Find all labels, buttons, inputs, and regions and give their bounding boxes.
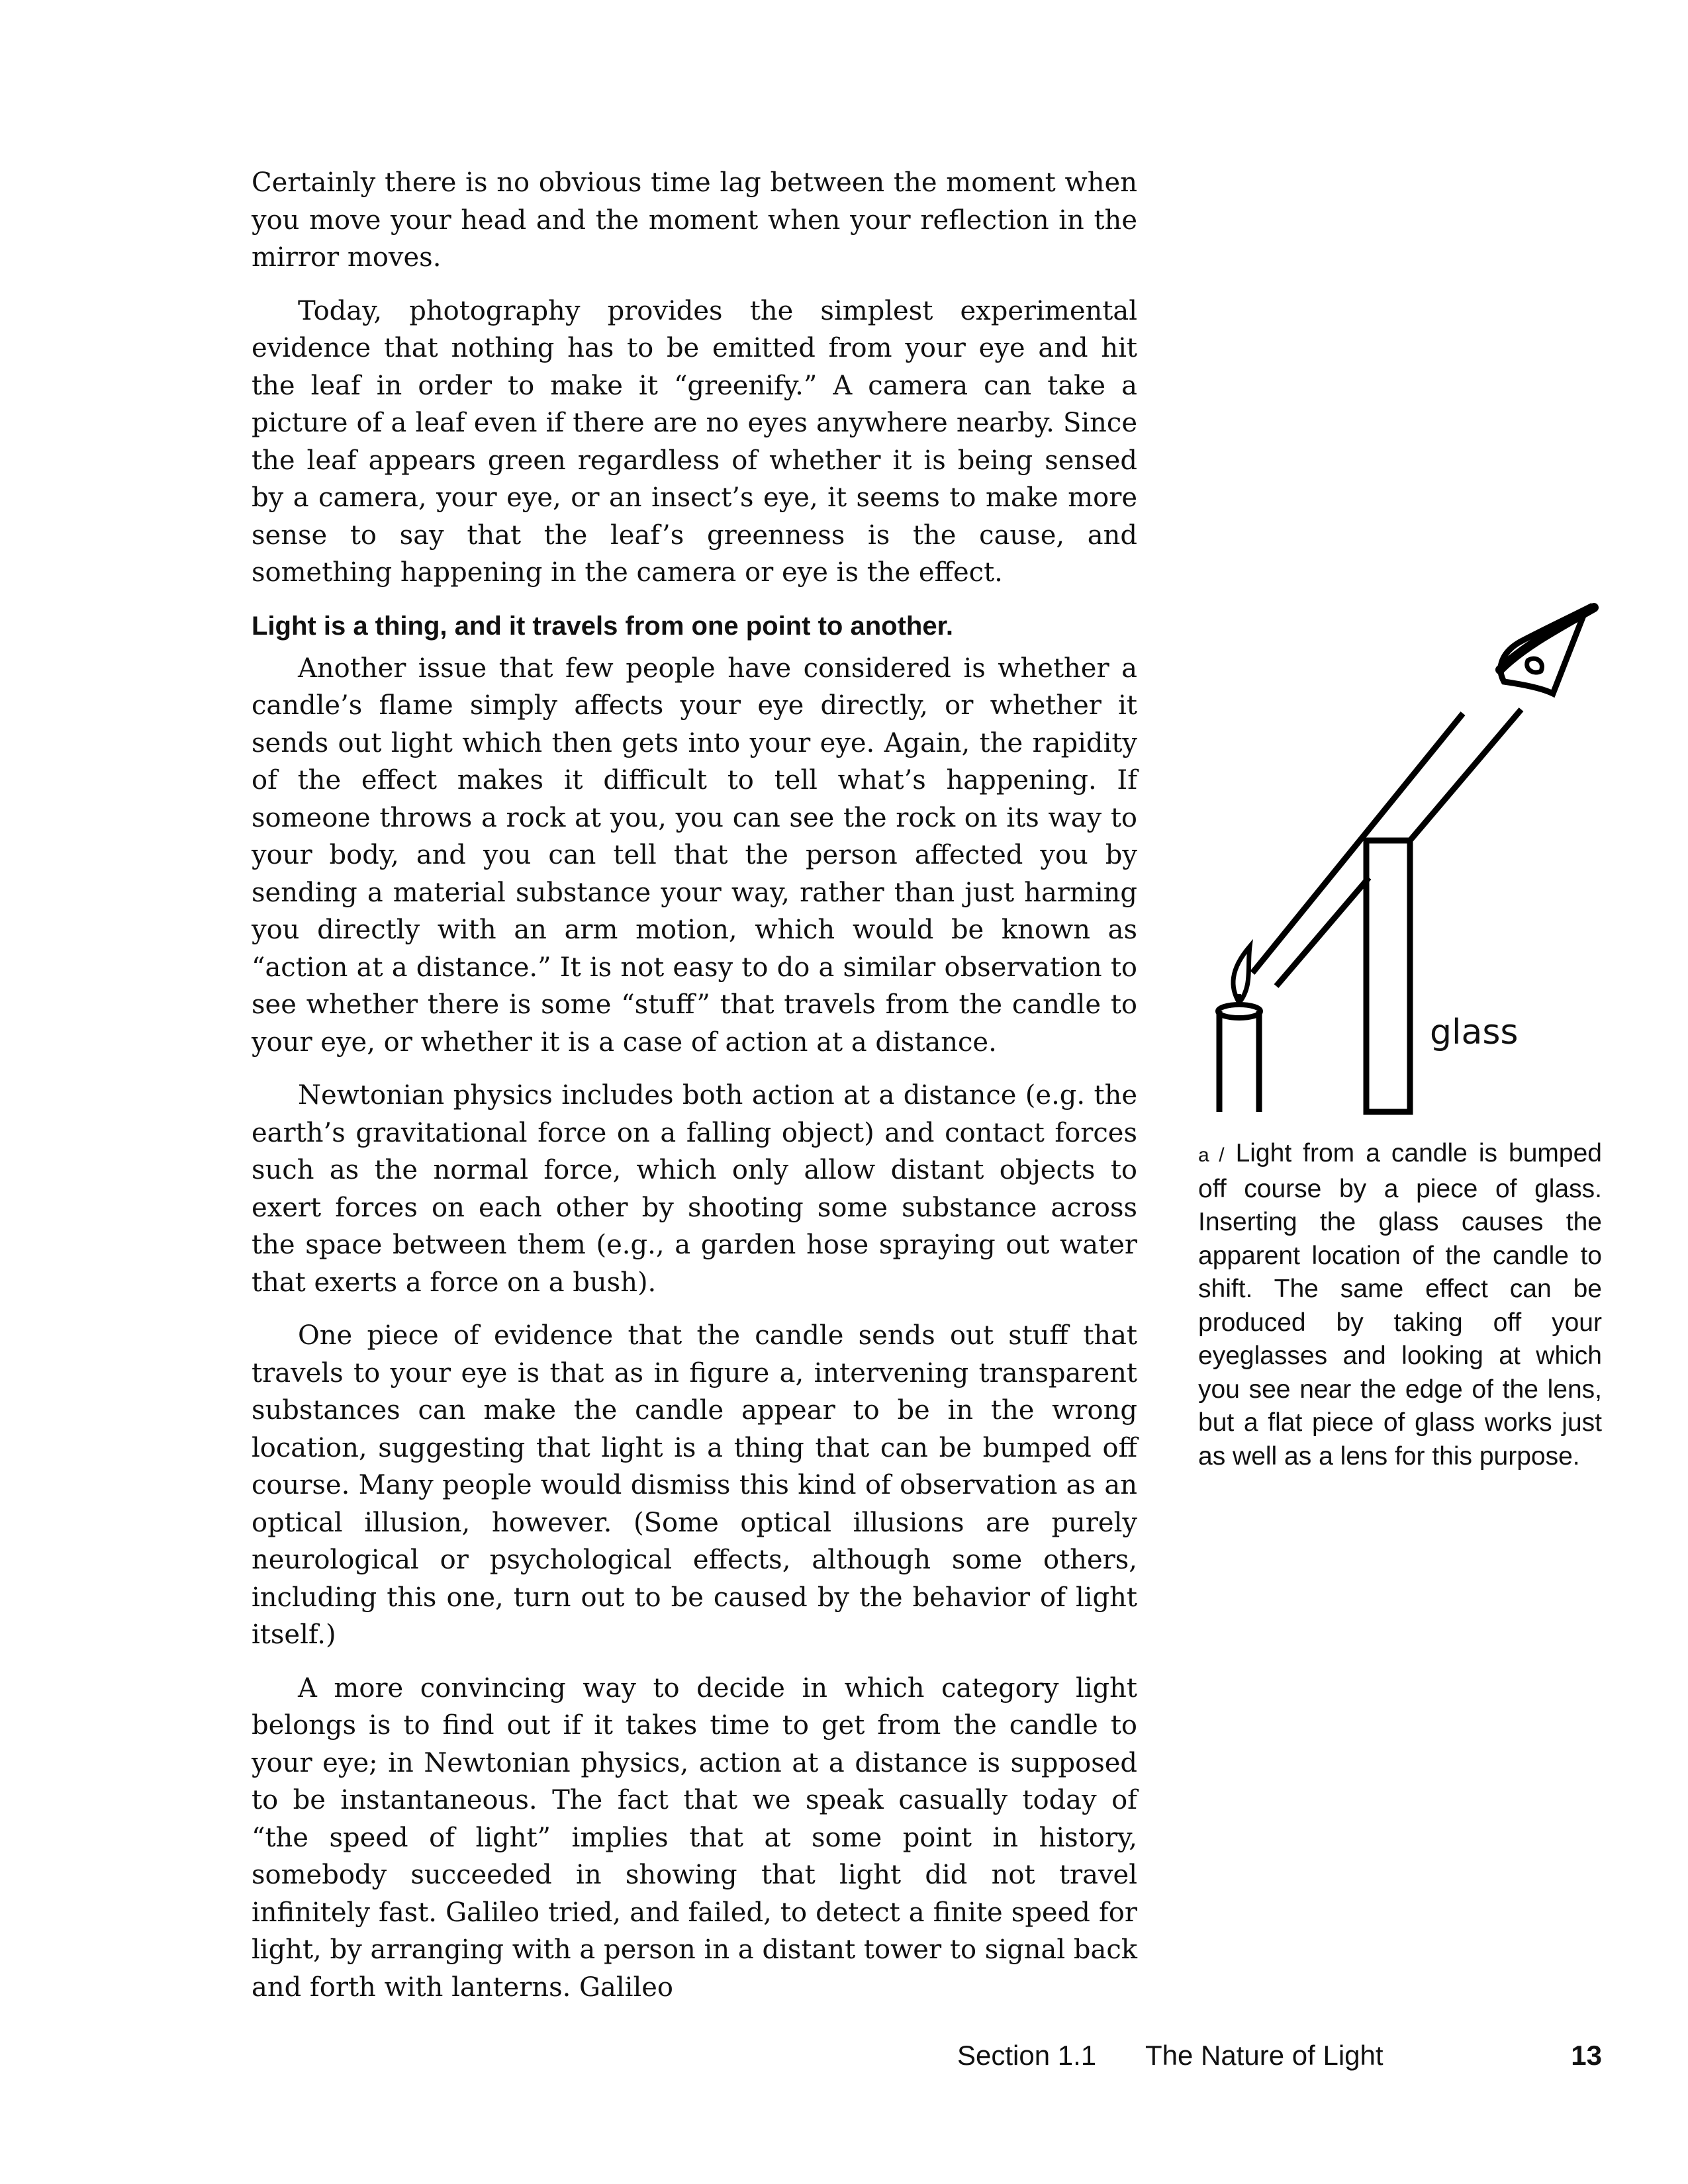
paragraph-evidence: One piece of evidence that the candle sends out stuff that travels to your eye is that as in figure a, intervening transparent substances can make the candle appear to be in the wrong location, suggesting that light is a thing that can be bumped off course. Many people would dismiss this kind of observation as an optical illusion, however. (Some optical illusions are purely neurological or psychological effects, although some others, including this one, turn out to be caused by the behavior of light itself.) <box>252 1320 1137 1650</box>
section-heading: Light is a thing, and it travels from one point to another. <box>252 611 954 641</box>
light-ray-upper <box>1252 713 1463 973</box>
eye-pupil <box>1527 659 1542 672</box>
glass-slab <box>1366 841 1410 1112</box>
figure-caption-text: Light from a candle is bumped off course by a piece of glass. Inserting the glass causes the apparent location of the candle to shift. The same effect can be produced by taking off your eyeglasses and looking at which you see near the edge of the lens, but a flat piece of glass works just as well as a lens for this purpose. <box>1198 1139 1602 1471</box>
paragraph-time-lag: Certainly there is no obvious time lag between the moment when you move your head and the moment when your reflection in the mirror moves. <box>252 167 1137 273</box>
paragraph-candle-flame: Another issue that few people have considered is whether a candle’s flame simply affects your eye directly, or whether it sends out light which then gets into your eye. Again, the rapidity of the effect makes it difficult to tell what’s happening. If someone throws a rock at you, you can see the rock on its way to your body, and you can tell that the person affected you by sending a material substance your way, rather than just harming you directly with an arm motion, which would be known as “action at a distance.” It is not easy to do a similar observation to see whether there is some “stuff” that travels from the candle to your eye, or whether it is a case of action at a distance. <box>252 653 1137 1058</box>
main-text-column <box>252 164 1137 2022</box>
paragraph-newtonian-physics: Newtonian physics includes both action at a distance (e.g. the earth’s gravitational force on a falling object) and contact forces such as the normal force, which only allow distant objects to exert forces on each other by shooting some substance across the space between them (e.g., a garden hose spraying out water that exerts a force on a bush). <box>252 1080 1137 1298</box>
page-number: 13 <box>1571 2040 1602 2071</box>
figure-caption <box>1198 1137 1602 1473</box>
figure-candle-glass <box>1192 582 1615 1125</box>
footer-title: The Nature of Light <box>1145 2040 1383 2071</box>
page-footer <box>927 2040 1602 2079</box>
glass-label: glass <box>1430 1013 1519 1052</box>
light-ray-lower-exit <box>1410 709 1521 841</box>
candle-top <box>1218 1005 1260 1018</box>
eye-brow <box>1500 608 1594 670</box>
footer-section: Section 1.1 <box>957 2040 1097 2071</box>
candle-glass-diagram <box>1192 582 1615 1125</box>
paragraph-photography: Today, photography provides the simplest experimental evidence that nothing has to be emitted from your eye and hit the leaf in order to make it “greenify.” A camera can take a picture of a leaf even if there are no eyes anywhere nearby. Since the leaf appears green regardless of whether it is being sensed by a camera, your eye, or an insect’s eye, it seems to make more sense to say that the leaf’s greenness is the cause, and something happening in the camera or eye is the effect. <box>252 295 1137 588</box>
figure-caption-letter: a / <box>1198 1144 1225 1166</box>
candle-flame <box>1233 946 1250 1003</box>
candle-body <box>1219 1011 1259 1112</box>
paragraph-speed-of-light: A more convincing way to decide in which category light belongs is to find out if it takes time to get from the candle to your eye; in Newtonian physics, action at a distance is supposed to be instantaneous. The fact that we speak casually today of “the speed of light” implies that at some point in history, somebody succeeded in showing that light did not travel infinitely fast. Galileo tried, and failed, to detect a finite speed for light, by arranging with a person in a distant tower to signal back and forth with lanterns. Galileo <box>252 1672 1137 2003</box>
light-ray-lower <box>1276 878 1369 986</box>
